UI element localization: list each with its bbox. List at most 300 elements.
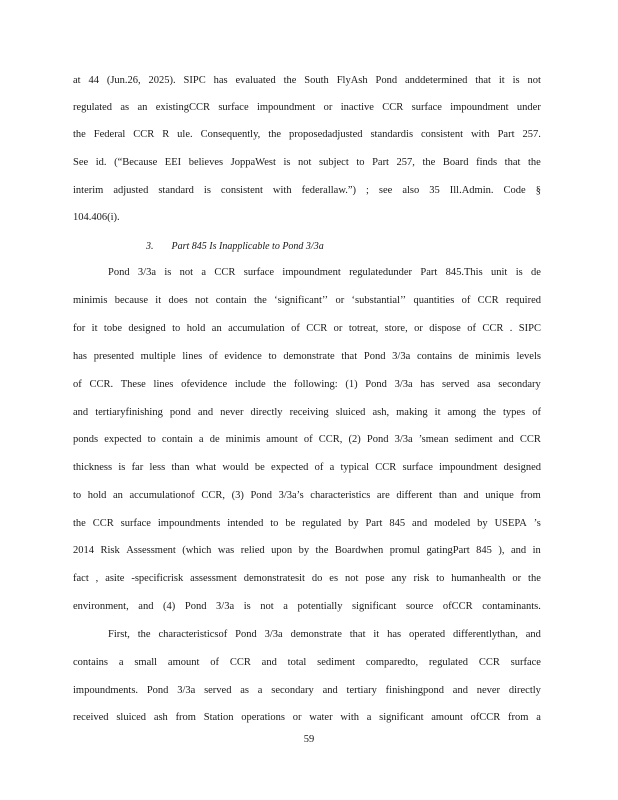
- word: required: [506, 295, 541, 306]
- word: tertiaryfinishing: [95, 407, 163, 418]
- text-line: [73, 711, 541, 725]
- word: subject: [319, 157, 349, 168]
- word: because: [114, 295, 148, 306]
- word: hold: [186, 323, 206, 334]
- word: or: [335, 295, 345, 306]
- word: pose: [365, 573, 385, 584]
- word: lines: [182, 351, 203, 362]
- word: of: [291, 323, 300, 334]
- word: Code: [503, 185, 526, 196]
- word: an: [137, 102, 148, 113]
- word: tobe: [103, 323, 122, 334]
- word: and: [322, 685, 338, 696]
- word: comparedto,: [365, 657, 419, 668]
- word: also: [402, 185, 420, 196]
- word: hold: [87, 490, 107, 501]
- word: 257.: [522, 129, 541, 140]
- word: and: [73, 407, 89, 418]
- word: CCR: [306, 323, 328, 334]
- word: or: [323, 102, 333, 113]
- word: ofCCR: [442, 601, 473, 612]
- word: 845.This: [445, 267, 483, 278]
- word: was: [217, 545, 235, 556]
- word: federallaw.”): [301, 185, 356, 196]
- word: relied: [240, 545, 265, 556]
- word: 35: [429, 185, 440, 196]
- word: de: [209, 434, 220, 445]
- word: from: [175, 712, 196, 723]
- word: of: [532, 407, 541, 418]
- word: Federal: [93, 129, 126, 140]
- word: a: [201, 267, 207, 278]
- word: regulated: [428, 657, 468, 668]
- word: upon: [271, 545, 293, 556]
- text-line: [73, 74, 541, 88]
- text-line: [73, 628, 541, 642]
- word: significant: [379, 712, 424, 723]
- word: Pond: [375, 75, 398, 86]
- word: from: [508, 712, 529, 723]
- word: 2025).: [148, 75, 176, 86]
- word: impoundment: [256, 102, 316, 113]
- word: to: [268, 351, 277, 362]
- word: and: [138, 601, 154, 612]
- word: the: [268, 129, 282, 140]
- word: accumulationof: [129, 490, 195, 501]
- word: that: [349, 629, 366, 640]
- word: USEPA: [494, 518, 527, 529]
- word: (2): [348, 434, 361, 445]
- word: 3/3a: [264, 629, 283, 640]
- word: surface: [510, 657, 541, 668]
- word: as: [240, 685, 249, 696]
- word: assessment: [190, 573, 237, 584]
- word: See: [73, 157, 89, 168]
- word: CCR: [482, 323, 504, 334]
- word: Board: [442, 157, 469, 168]
- word: id.: [95, 157, 107, 168]
- word: an: [211, 323, 222, 334]
- word: dispose: [429, 323, 461, 334]
- word: surface: [243, 267, 275, 278]
- word: operations: [241, 712, 285, 723]
- word: Pond: [363, 351, 386, 362]
- word: be: [254, 462, 265, 473]
- word: de: [531, 267, 541, 278]
- word: CCR: [229, 657, 251, 668]
- word: (4): [163, 601, 176, 612]
- word: of: [461, 295, 471, 306]
- word: to: [172, 323, 181, 334]
- word: ash: [153, 712, 168, 723]
- word: standard: [158, 185, 194, 196]
- word: contains: [416, 351, 452, 362]
- word: include: [234, 379, 266, 390]
- section-title: Part 845 Is Inapplicable to Pond 3/3a: [171, 241, 324, 252]
- word: CCR.: [89, 379, 114, 390]
- word: as: [120, 102, 130, 113]
- word: CCR,: [201, 490, 226, 501]
- word: secondary: [498, 379, 541, 390]
- text-line: [73, 378, 541, 392]
- text-line: [73, 156, 541, 170]
- word: and: [261, 657, 277, 668]
- word: adjusted: [113, 185, 149, 196]
- text-line: [73, 184, 541, 198]
- word: consistent: [421, 129, 463, 140]
- word: Consequently,: [200, 129, 261, 140]
- word: than: [171, 462, 190, 473]
- word: not: [179, 267, 194, 278]
- word: impoundments: [157, 518, 221, 529]
- word: and: [525, 629, 541, 640]
- word: with: [272, 185, 292, 196]
- word: contains: [73, 657, 108, 668]
- word: Pond: [366, 434, 389, 445]
- word: tertiary: [346, 685, 377, 696]
- word: 845: [476, 545, 492, 556]
- word: differentlythan,: [453, 629, 518, 640]
- word: by: [298, 545, 310, 556]
- text-line: [73, 600, 541, 614]
- word: minimis: [225, 434, 261, 445]
- word: than: [438, 490, 457, 501]
- word: standardis: [370, 129, 414, 140]
- word: impoundment: [282, 267, 341, 278]
- text-line: [73, 101, 541, 115]
- word: of: [303, 434, 313, 445]
- word: SIPC: [183, 75, 206, 86]
- word: potentially: [297, 601, 343, 612]
- word: served: [442, 379, 470, 390]
- word: existingCCR: [155, 102, 210, 113]
- word: that: [341, 351, 358, 362]
- word: 3/3a: [394, 379, 413, 390]
- word: has: [387, 629, 402, 640]
- word: contaminants.: [482, 601, 541, 612]
- word: the: [73, 518, 86, 529]
- word: believes: [188, 157, 224, 168]
- word: (“Because: [114, 157, 158, 168]
- word: received: [73, 712, 109, 723]
- word: ash,: [372, 407, 390, 418]
- word: expected: [271, 462, 309, 473]
- text-line: [73, 684, 541, 698]
- word: 3/3a: [394, 434, 413, 445]
- word: evidence: [224, 351, 262, 362]
- word: intended: [227, 518, 264, 529]
- word: the: [73, 129, 86, 140]
- word: sediment: [317, 657, 356, 668]
- word: Part: [372, 157, 389, 168]
- word: the: [273, 379, 287, 390]
- word: finishingpond: [385, 685, 444, 696]
- word: has: [420, 379, 435, 390]
- word: characteristics: [310, 490, 371, 501]
- word: 3/3a’s: [278, 490, 304, 501]
- word: water: [309, 712, 333, 723]
- word: evaluated: [235, 75, 276, 86]
- text-line: [73, 322, 541, 336]
- word: are: [376, 490, 390, 501]
- word: impoundments.: [73, 685, 139, 696]
- word: and: [498, 434, 514, 445]
- text-line: [73, 406, 541, 420]
- word: never: [476, 685, 501, 696]
- text-line: [73, 544, 541, 558]
- word: a: [198, 434, 204, 445]
- word: multiple: [140, 351, 176, 362]
- word: designed: [128, 323, 166, 334]
- text-line: [73, 128, 541, 142]
- word: minimis: [475, 351, 510, 362]
- word: with: [340, 712, 359, 723]
- word: CCR: [382, 102, 404, 113]
- word: small: [134, 657, 158, 668]
- word: Pond: [365, 379, 387, 390]
- word: Pond: [235, 629, 257, 640]
- word: ),: [498, 545, 505, 556]
- word: totreat,: [348, 323, 379, 334]
- word: gatingPart: [426, 545, 470, 556]
- word: following:: [293, 379, 338, 390]
- word: ,: [95, 573, 99, 584]
- text-line: [73, 656, 541, 670]
- word: accumulation: [228, 323, 285, 334]
- word: and: [197, 407, 214, 418]
- word: Part: [497, 129, 515, 140]
- word: has: [213, 75, 228, 86]
- word: be: [285, 518, 296, 529]
- word: presented: [93, 351, 134, 362]
- word: served: [204, 685, 232, 696]
- word: has: [73, 351, 87, 362]
- word: with: [470, 129, 490, 140]
- word: Pond: [108, 267, 130, 278]
- word: operated: [408, 629, 446, 640]
- word: consistent: [220, 185, 263, 196]
- word: ofevidence: [181, 379, 228, 390]
- word: finds: [476, 157, 498, 168]
- word: 257,: [396, 157, 415, 168]
- word: demonstrate: [290, 629, 342, 640]
- word: §: [535, 185, 541, 196]
- word: anddetermined: [404, 75, 468, 86]
- word: to: [270, 518, 279, 529]
- word: regulated: [302, 518, 342, 529]
- word: 3/3a: [177, 685, 196, 696]
- word: source: [405, 601, 434, 612]
- word: an: [113, 490, 123, 501]
- word: amount: [266, 434, 298, 445]
- word: ;: [366, 185, 369, 196]
- word: 2014: [73, 545, 94, 556]
- word: by: [477, 518, 488, 529]
- word: to: [73, 490, 82, 501]
- word: Part: [365, 518, 383, 529]
- word: regulatedunder: [349, 267, 413, 278]
- word: it: [373, 629, 380, 640]
- word: amount: [431, 712, 463, 723]
- word: surface: [411, 102, 442, 113]
- word: Part: [420, 267, 438, 278]
- word: Boardwhen: [334, 545, 384, 556]
- word: inactive: [340, 102, 374, 113]
- word: to: [147, 434, 156, 445]
- word: es: [329, 573, 339, 584]
- word: different: [396, 490, 433, 501]
- text-line: [73, 266, 541, 280]
- word: Ill.Admin.: [449, 185, 494, 196]
- word: pond: [169, 407, 191, 418]
- word: not: [195, 295, 209, 306]
- word: from: [520, 490, 541, 501]
- word: expected: [104, 434, 142, 445]
- word: environment,: [73, 601, 129, 612]
- word: far: [131, 462, 144, 473]
- word: is: [118, 462, 126, 473]
- word: ’s: [533, 518, 541, 529]
- section-number: 3.: [146, 241, 154, 252]
- word: or: [512, 573, 522, 584]
- text-line: [73, 572, 541, 586]
- word: among: [447, 407, 477, 418]
- text-line: [73, 433, 541, 447]
- word: the: [422, 157, 436, 168]
- word: unit: [491, 267, 508, 278]
- word: interim: [73, 185, 104, 196]
- word: the: [315, 545, 329, 556]
- word: 44: [88, 75, 99, 86]
- word: secondary: [271, 685, 314, 696]
- word: to: [356, 157, 365, 168]
- word: SIPC: [518, 323, 541, 334]
- word: by: [348, 518, 359, 529]
- word: typical: [340, 462, 370, 473]
- word: a: [329, 462, 335, 473]
- word: to: [436, 573, 445, 584]
- word: of: [210, 657, 219, 668]
- word: 3/3a: [137, 267, 156, 278]
- word: These: [120, 379, 146, 390]
- word: demonstrate: [283, 351, 335, 362]
- word: or: [414, 323, 423, 334]
- word: Assessment: [126, 545, 176, 556]
- word: Risk: [100, 545, 120, 556]
- word: is: [164, 267, 172, 278]
- word: unique: [485, 490, 514, 501]
- word: of: [208, 351, 218, 362]
- word: is: [243, 601, 251, 612]
- text-line: [73, 294, 541, 308]
- word: R: [162, 129, 170, 140]
- word: impoundment: [439, 462, 498, 473]
- word: ofCCR: [470, 712, 501, 723]
- word: Pond: [184, 601, 207, 612]
- word: the: [483, 407, 496, 418]
- text-line: 104.406(i).: [73, 212, 120, 223]
- word: promul: [389, 545, 421, 556]
- word: it: [91, 323, 98, 334]
- section-heading: [146, 240, 446, 254]
- word: for: [73, 323, 86, 334]
- word: what: [195, 462, 217, 473]
- word: lines: [153, 379, 174, 390]
- word: that: [504, 157, 521, 168]
- word: 845: [389, 518, 406, 529]
- word: (which: [182, 545, 212, 556]
- word: characteristicsof: [158, 629, 228, 640]
- word: directly: [508, 685, 541, 696]
- word: do: [311, 573, 323, 584]
- word: (1): [345, 379, 358, 390]
- word: is: [515, 267, 523, 278]
- word: thickness: [73, 462, 113, 473]
- word: and: [463, 490, 479, 501]
- text-line: [73, 489, 541, 503]
- word: ’smean: [418, 434, 449, 445]
- text-line: [73, 461, 541, 475]
- word: under: [516, 102, 541, 113]
- word: a: [283, 601, 288, 612]
- word: amount: [167, 657, 200, 668]
- word: a: [536, 712, 541, 723]
- word: impoundment: [450, 102, 509, 113]
- word: minimis: [73, 295, 108, 306]
- text-line: [73, 350, 541, 364]
- word: is: [203, 185, 211, 196]
- word: or: [333, 323, 343, 334]
- word: making: [396, 407, 428, 418]
- word: or: [292, 712, 302, 723]
- word: in: [532, 545, 541, 556]
- word: that: [475, 75, 491, 86]
- word: CCR: [92, 518, 114, 529]
- word: not: [298, 157, 312, 168]
- word: CCR: [477, 295, 499, 306]
- word: the: [527, 157, 541, 168]
- word: humanhealth: [451, 573, 506, 584]
- word: de: [458, 351, 469, 362]
- word: of: [467, 323, 476, 334]
- word: not: [344, 573, 359, 584]
- word: at: [73, 75, 81, 86]
- word: types: [503, 407, 526, 418]
- word: a: [118, 657, 124, 668]
- word: levels: [516, 351, 541, 362]
- word: is: [283, 157, 291, 168]
- page-number: 59: [303, 734, 315, 745]
- word: and: [412, 518, 428, 529]
- word: designed: [503, 462, 541, 473]
- word: fact: [73, 573, 89, 584]
- word: less: [149, 462, 166, 473]
- word: CCR,: [318, 434, 343, 445]
- word: it: [498, 75, 505, 86]
- word: directly: [250, 407, 283, 418]
- word: store,: [384, 323, 408, 334]
- word: does: [168, 295, 188, 306]
- word: of: [73, 379, 82, 390]
- word: surface: [218, 102, 249, 113]
- word: First,: [108, 629, 130, 640]
- word: regulated: [73, 102, 113, 113]
- word: the: [137, 629, 151, 640]
- word: CCR: [214, 267, 236, 278]
- word: and: [510, 545, 527, 556]
- word: the: [253, 295, 267, 306]
- word: .: [509, 323, 513, 334]
